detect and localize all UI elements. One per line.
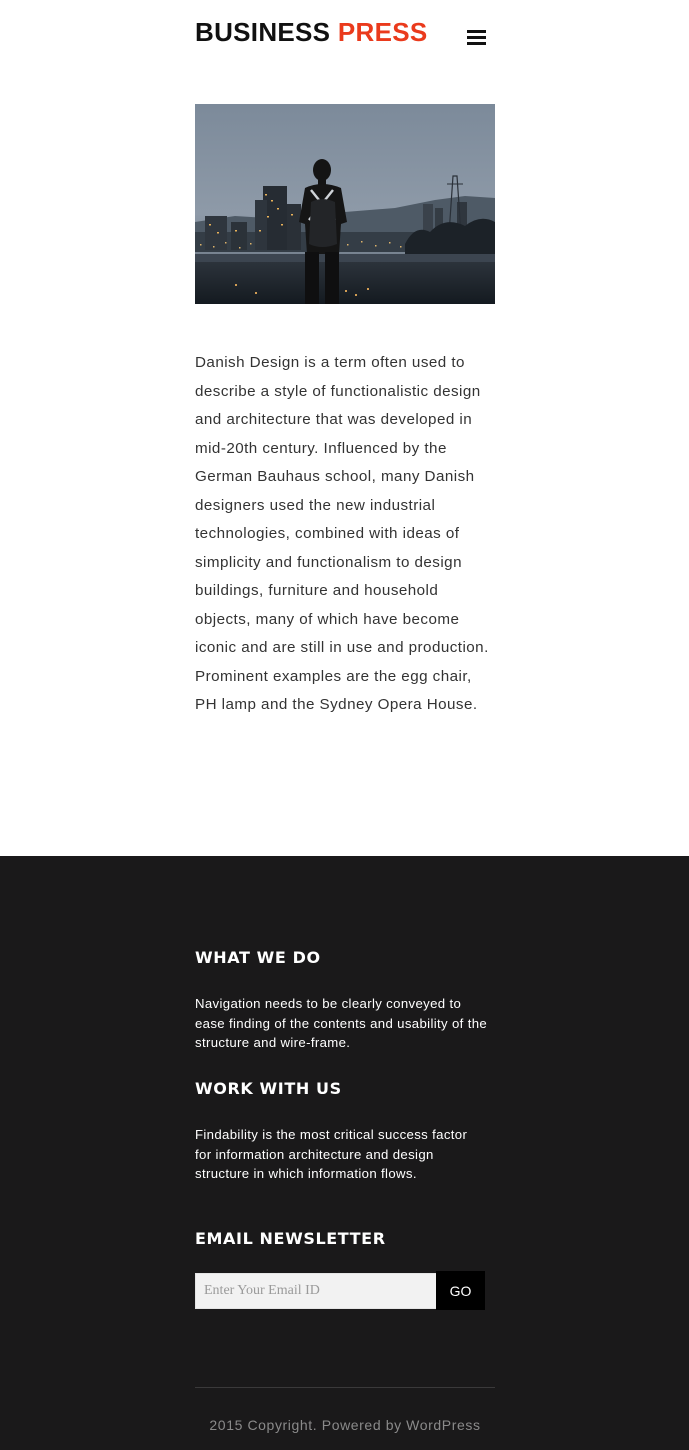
site-logo[interactable] xyxy=(195,16,428,48)
hero-image xyxy=(195,104,495,304)
logo-text-business: BUSINESS xyxy=(195,17,331,47)
what-we-do-text: Navigation needs to be clearly conveyed to ease finding of the contents and usability of the structure and wire-frame. xyxy=(195,996,488,1050)
what-we-do-heading: WHAT WE DO xyxy=(195,948,321,967)
newsletter-email-input[interactable] xyxy=(195,1273,437,1309)
menu-bar xyxy=(467,36,486,39)
copyright-text: 2015 Copyright. Powered by WordPress xyxy=(209,1417,481,1433)
site-footer xyxy=(0,856,689,1450)
site-header xyxy=(0,0,689,80)
menu-bar xyxy=(467,30,486,33)
logo-text-press: PRESS xyxy=(337,17,428,47)
footer-divider xyxy=(195,1387,495,1388)
article-body: Danish Design is a term often used to describe a style of functionalistic design and architecture that was developed in mid-20th century. Influenced by the German Bauhaus school, many Danish designers used the new industrial technologies, combined with ideas of simplicity and functionalism to design buildings, furniture and household objects, many of which have become iconic and are still in use and production. Prominent examples are the egg chair, PH lamp and the Sydney Opera House. xyxy=(195,354,489,713)
newsletter-heading: EMAIL NEWSLETTER xyxy=(195,1229,386,1248)
menu-bar xyxy=(467,42,486,45)
hamburger-menu-icon[interactable] xyxy=(466,29,488,47)
work-with-us-text: Findability is the most critical success factor for information architecture and design structure in which information flows. xyxy=(195,1127,468,1181)
work-with-us-heading: WORK WITH US xyxy=(195,1079,342,1098)
newsletter-go-button[interactable]: GO xyxy=(436,1271,485,1310)
